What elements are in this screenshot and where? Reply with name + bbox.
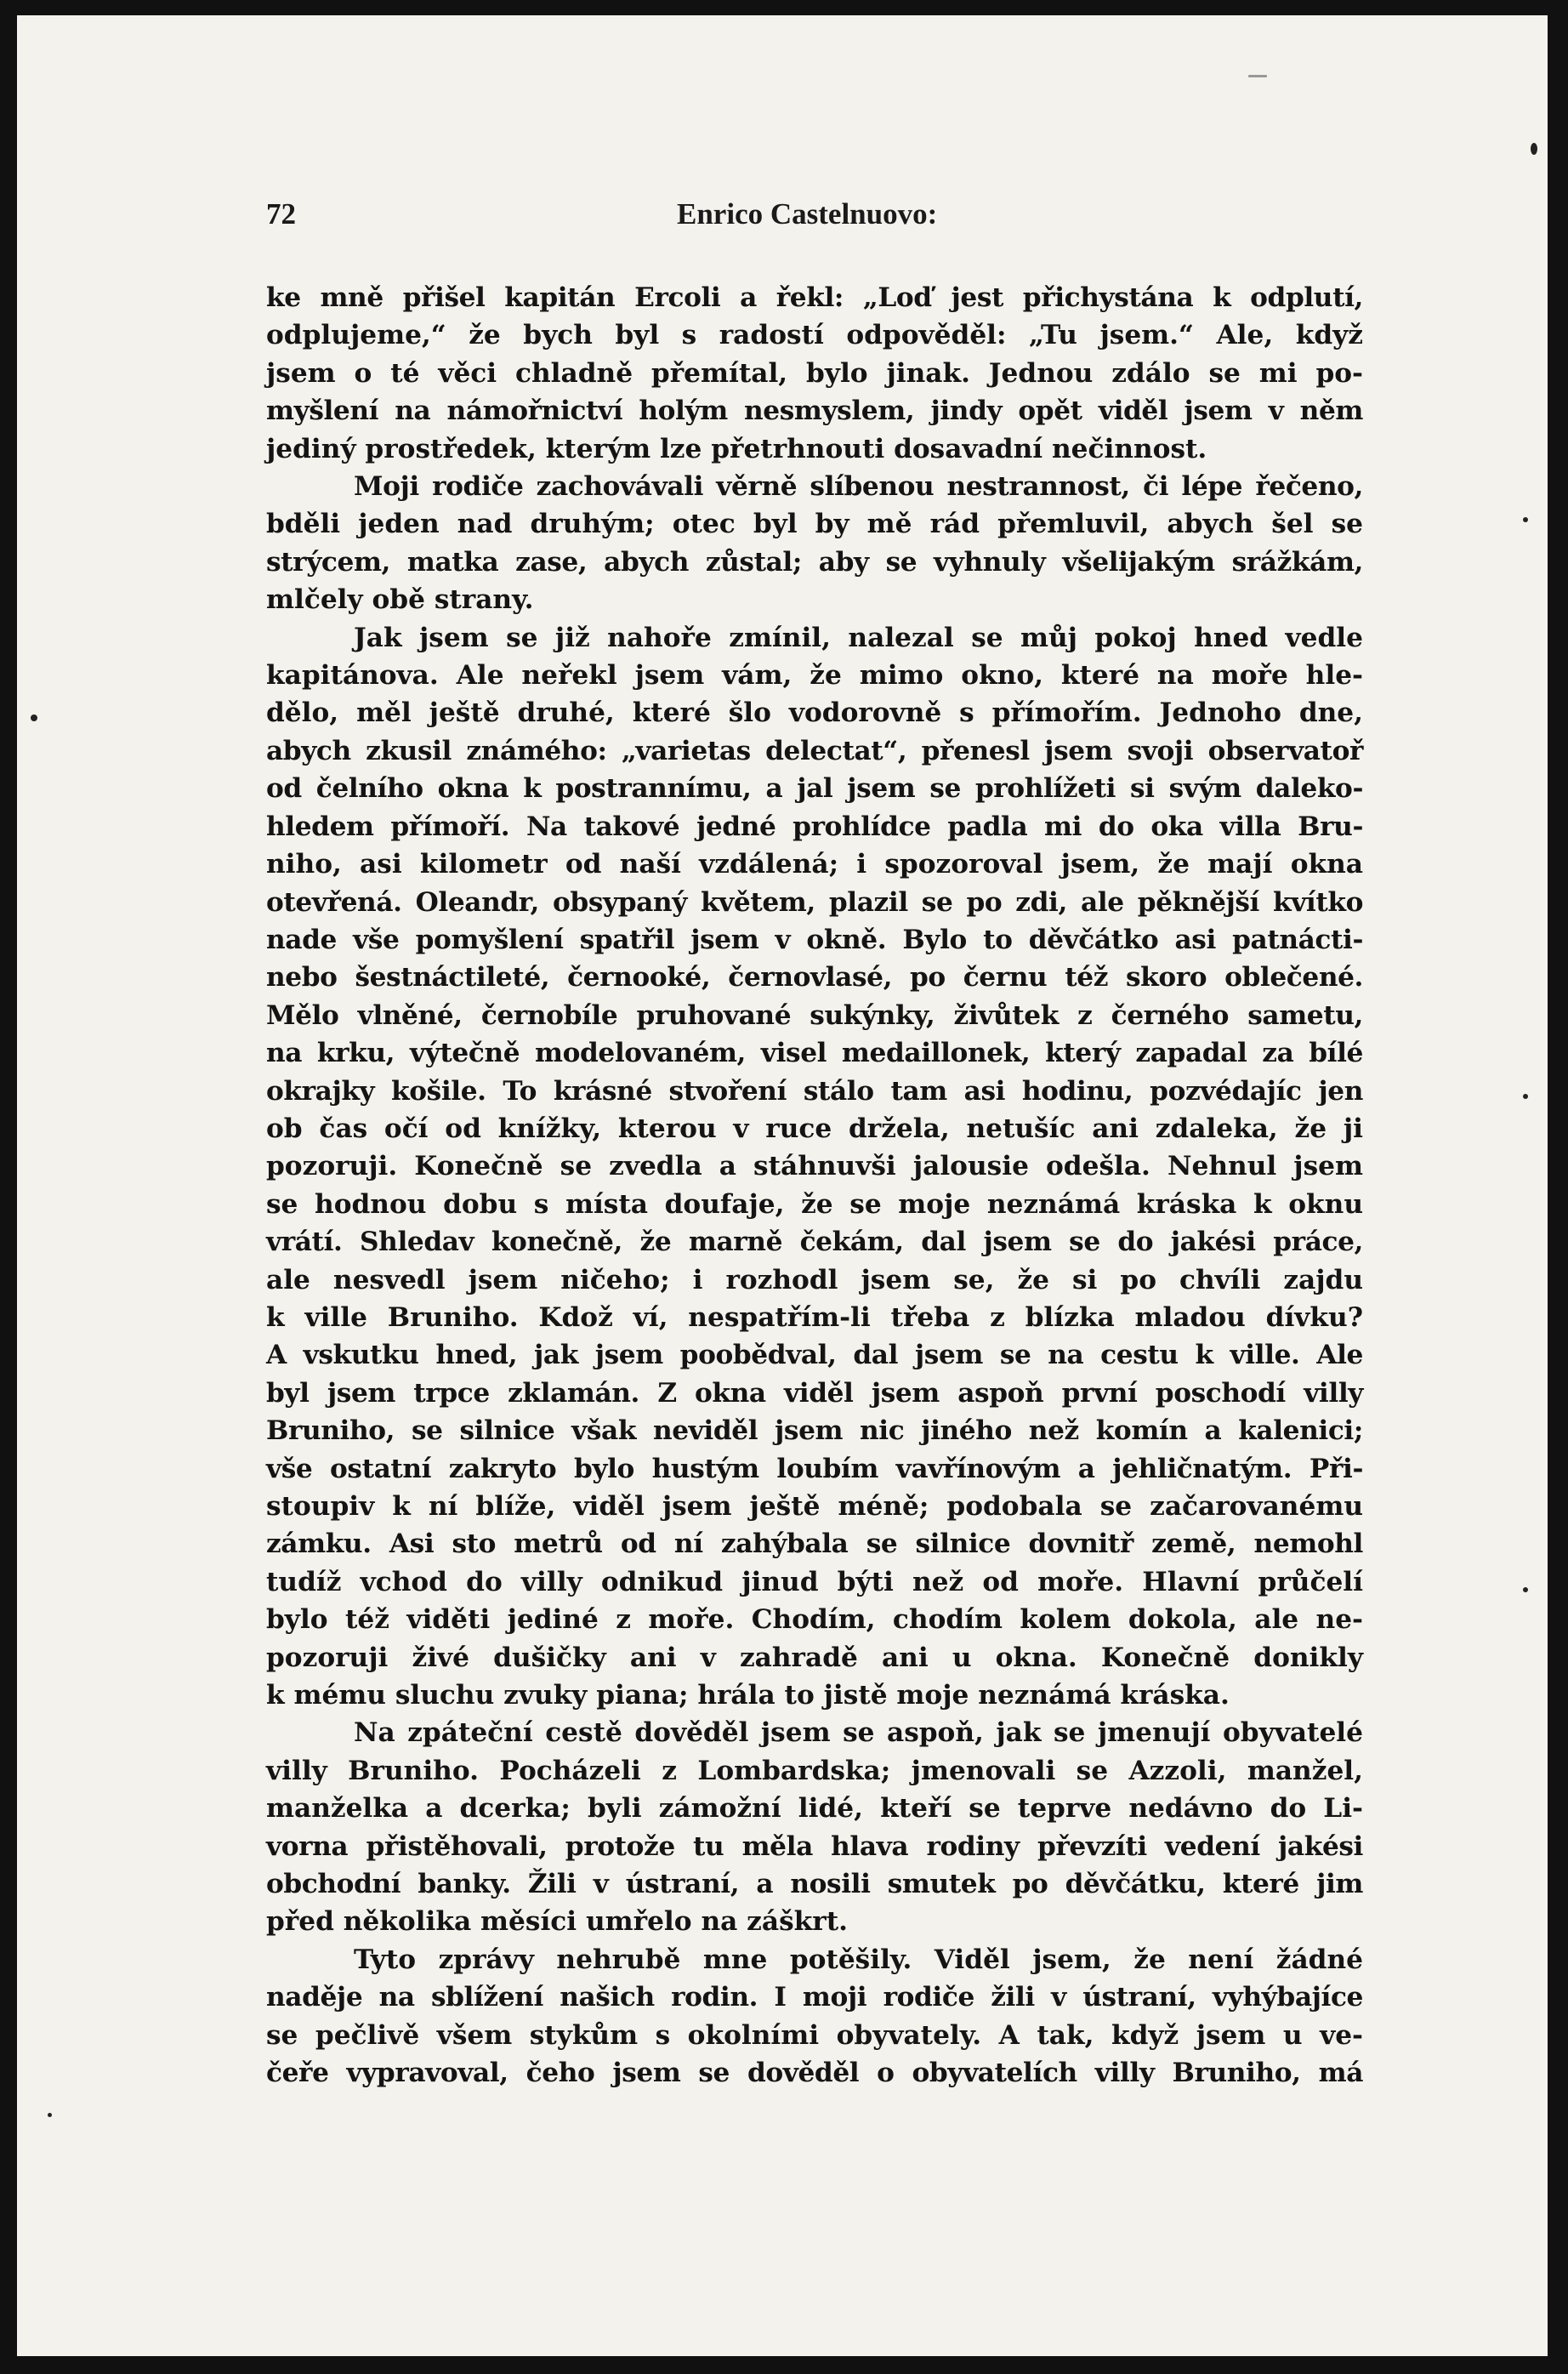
text-line: mlčely obě strany.	[266, 584, 534, 616]
text-line: ob čas očí od knížky, kterou v ruce držela, netušíc ani zdaleka, že ji	[266, 1113, 1363, 1144]
text-line: myšlení na námořnictví holým nesmyslem, jindy opět viděl jsem v něm	[266, 396, 1363, 427]
scan-speck	[1523, 517, 1528, 522]
text-line: hledem přímoří. Na takové jedné prohlídce padla mi do oka villa Bru-	[266, 811, 1363, 842]
text-line: okrajky košile. To krásné stvoření stálo tam asi hodinu, pozvédajíc jen	[266, 1075, 1363, 1107]
text-line: stoupiv k ní blíže, viděl jsem ještě méně; podobala se začarovanému	[266, 1491, 1363, 1522]
text-line: se hodnou dobu s místa doufaje, že se moje neznámá kráska k oknu	[266, 1188, 1363, 1220]
scan-speck	[1523, 1094, 1528, 1099]
text-line: nade vše pomyšlení spatřil jsem v okně. Bylo to děvčátko asi patnácti-	[266, 924, 1363, 955]
text-line: jediný prostředek, kterým lze přetrhnouti dosavadní nečinnost.	[266, 433, 1207, 464]
text-line: otevřená. Oleandr, obsypaný květem, plazil se po zdi, ale pěknější kvítko	[266, 886, 1363, 918]
text-line: se pečlivě všem stykům s okolními obyvately. A tak, když jsem u ve-	[266, 2019, 1363, 2051]
text-line: Jak jsem se již nahoře zmínil, nalezal se můj pokoj hned vedle	[354, 622, 1363, 653]
text-line: Mělo vlněné, černobíle pruhované sukýnky, živůtek z černého sametu,	[266, 999, 1363, 1031]
text-line: ale nesvedl jsem ničeho; i rozhodl jsem se, že si po chvíli zajdu	[266, 1264, 1363, 1295]
text-line: naděje na sblížení našich rodin. I moji rodiče žili v ústraní, vyhýbajíce	[266, 1982, 1363, 2013]
scan-speck	[1523, 1587, 1528, 1592]
text-line: čeře vypravoval, čeho jsem se dověděl o obyvatelích villy Bruniho, má	[266, 2058, 1363, 2089]
text-line: na krku, výtečně modelovaném, visel medaillonek, který zapadal za bílé	[266, 1038, 1363, 1069]
text-line: vorna přistěhovali, protože tu měla hlava rodiny převzíti vedení jakési	[266, 1830, 1363, 1862]
text-line: odplujeme,“ že bych byl s radostí odpověděl: „Tu jsem.“ Ale, když	[266, 320, 1363, 351]
text-line: kapitánova. Ale neřekl jsem vám, že mimo okno, které na moře hle-	[266, 660, 1363, 692]
text-line: ke mně přišel kapitán Ercoli a řekl: „Loď jest přichystána k odplutí,	[266, 282, 1363, 313]
text-line: obchodní banky. Žili v ústraní, a nosili smutek po děvčátku, které jim	[266, 1869, 1363, 1900]
book-page	[17, 15, 1548, 2356]
scan-speck	[1248, 75, 1267, 77]
text-line: vše ostatní zakryto bylo hustým loubím vavřínovým a jehličnatým. Při-	[266, 1453, 1363, 1484]
text-line: A vskutku hned, jak jsem poobědval, dal jsem se na cestu k ville. Ale	[266, 1340, 1363, 1371]
text-line: Bruniho, se silnice však neviděl jsem nic jiného než komín a kalenici;	[266, 1415, 1363, 1447]
text-line: abych zkusil známého: „varietas delectat“, přenesl jsem svoji observatoř	[266, 735, 1363, 766]
text-line: byl jsem trpce zklamán. Z okna viděl jsem aspoň první poschodí villy	[266, 1377, 1363, 1409]
text-line: k mému sluchu zvuky piana; hrála to jistě moje neznámá kráska.	[266, 1680, 1230, 1711]
text-line: Na zpáteční cestě dověděl jsem se aspoň, jak se jmenují obyvatelé	[354, 1717, 1363, 1749]
text-line: dělo, měl ještě druhé, které šlo vodorovně s přímořím. Jednoho dne,	[266, 697, 1363, 729]
text-line: tudíž vchod do villy odnikud jinud býti než od moře. Hlavní průčelí	[266, 1566, 1363, 1597]
text-line: pozoruji. Konečně se zvedla a stáhnuvši jalousie odešla. Nehnul jsem	[266, 1151, 1363, 1182]
text-line: před několika měsíci umřelo na záškrt.	[266, 1906, 848, 1938]
text-line: strýcem, matka zase, abych zůstal; aby se vyhnuly všelijakým srážkám,	[266, 546, 1363, 578]
body-text	[266, 279, 1363, 2092]
text-line: manželka a dcerka; byli zámožní lidé, kteří se teprve nedávno do Li-	[266, 1793, 1363, 1825]
scan-speck	[31, 714, 37, 721]
text-line: bděli jeden nad druhým; otec byl by mě rád přemluvil, abych šel se	[266, 509, 1363, 540]
text-line: od čelního okna k postrannímu, a jal jsem se prohlížeti si svým daleko-	[266, 773, 1363, 805]
text-line: Moji rodiče zachovávali věrně slíbenou nestrannost, či lépe řečeno,	[354, 471, 1363, 503]
text-line: niho, asi kilometr od naší vzdálená; i spozoroval jsem, že mají okna	[266, 849, 1363, 880]
text-line: villy Bruniho. Pocházeli z Lombardska; jmenovali se Azzoli, manžel,	[266, 1755, 1363, 1786]
text-line: bylo též viděti jediné z moře. Chodím, chodím kolem dokola, ale ne-	[266, 1604, 1363, 1636]
text-line: zámku. Asi sto metrů od ní zahýbala se silnice dovnitř země, nemohl	[266, 1529, 1363, 1560]
text-line: jsem o té věci chladně přemítal, bylo jinak. Jednou zdálo se mi po-	[266, 357, 1363, 389]
page-number: 72	[266, 197, 296, 231]
text-line: k ville Bruniho. Kdož ví, nespatřím-li třeba z blízka mladou dívku?	[266, 1301, 1363, 1333]
scan-speck	[1531, 143, 1537, 155]
text-line: vrátí. Shledav konečně, že marně čekám, dal jsem se do jakési práce,	[266, 1227, 1363, 1258]
page-header	[266, 197, 1372, 240]
text-line: nebo šestnáctileté, černooké, černovlasé, po černu též skoro oblečené.	[266, 962, 1363, 993]
text-line: pozoruji živé dušičky ani v zahradě ani u okna. Konečně donikly	[266, 1642, 1363, 1673]
text-line: Tyto zprávy nehrubě mne potěšily. Viděl jsem, že není žádné	[354, 1944, 1363, 1975]
running-head: Enrico Castelnuovo:	[677, 197, 938, 231]
scan-speck	[48, 2113, 52, 2117]
